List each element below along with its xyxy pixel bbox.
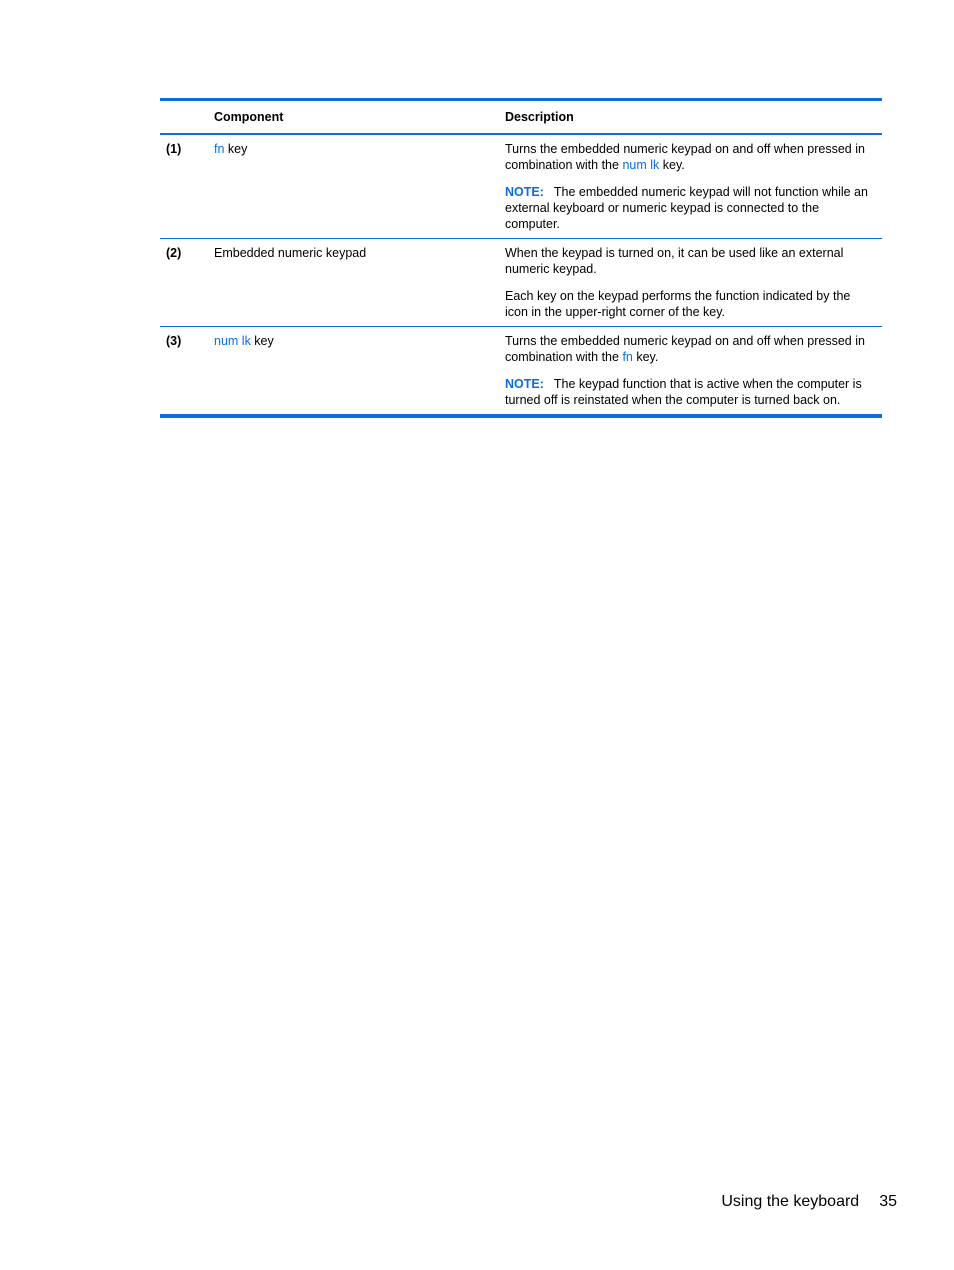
- note-label: NOTE:: [505, 185, 544, 199]
- description-text-end: key.: [632, 350, 659, 364]
- description-paragraph: When the keypad is turned on, it can be used like an external numeric keypad.: [505, 246, 844, 276]
- note-label: NOTE:: [505, 377, 544, 391]
- row-number: (3): [166, 334, 182, 348]
- description-paragraph: [505, 141, 876, 173]
- description-text: Turns the embedded numeric keypad on and off when pressed in combination with the: [505, 142, 865, 172]
- fn-key-link[interactable]: fn: [622, 350, 633, 364]
- page-footer: [721, 1192, 897, 1212]
- component-suffix: key: [224, 142, 248, 156]
- note-text: The keypad function that is active when the computer is turned off is reinstated when the computer is turned back on.: [505, 377, 862, 407]
- description-text: Turns the embedded numeric keypad on and off when pressed in combination with the: [505, 334, 865, 364]
- table-row: [160, 239, 882, 326]
- fn-key-link[interactable]: fn: [214, 142, 225, 156]
- num-lk-key-link[interactable]: num lk: [622, 158, 660, 172]
- table-row: [160, 135, 882, 238]
- table-bottom-rule: [160, 414, 882, 418]
- row-description: [499, 141, 882, 232]
- description-paragraph: Each key on the keypad performs the function indicated by the icon in the upper-right corner of the key.: [505, 289, 851, 319]
- note-paragraph: [505, 376, 876, 408]
- row-number: (1): [166, 142, 182, 156]
- row-component: Embedded numeric keypad: [214, 246, 367, 260]
- note-text: The embedded numeric keypad will not function while an external keyboard or numeric keypad is connected to the computer.: [505, 185, 868, 231]
- description-paragraph: [505, 333, 876, 365]
- component-table: [160, 98, 882, 418]
- row-component: [208, 141, 499, 232]
- table-header-row: [160, 101, 882, 133]
- header-component: Component: [214, 110, 284, 124]
- header-number: [160, 109, 208, 125]
- table-row: [160, 327, 882, 414]
- component-suffix: key: [250, 334, 274, 348]
- note-paragraph: [505, 184, 876, 232]
- num-lk-key-link[interactable]: num lk: [214, 334, 251, 348]
- footer-section-title: Using the keyboard: [721, 1193, 860, 1210]
- row-description: [499, 333, 882, 408]
- row-number: (2): [166, 246, 182, 260]
- description-text-end: key.: [659, 158, 685, 172]
- header-description: Description: [505, 110, 574, 124]
- row-description: [499, 245, 882, 320]
- row-component: [208, 333, 499, 408]
- page-number: 35: [879, 1193, 897, 1210]
